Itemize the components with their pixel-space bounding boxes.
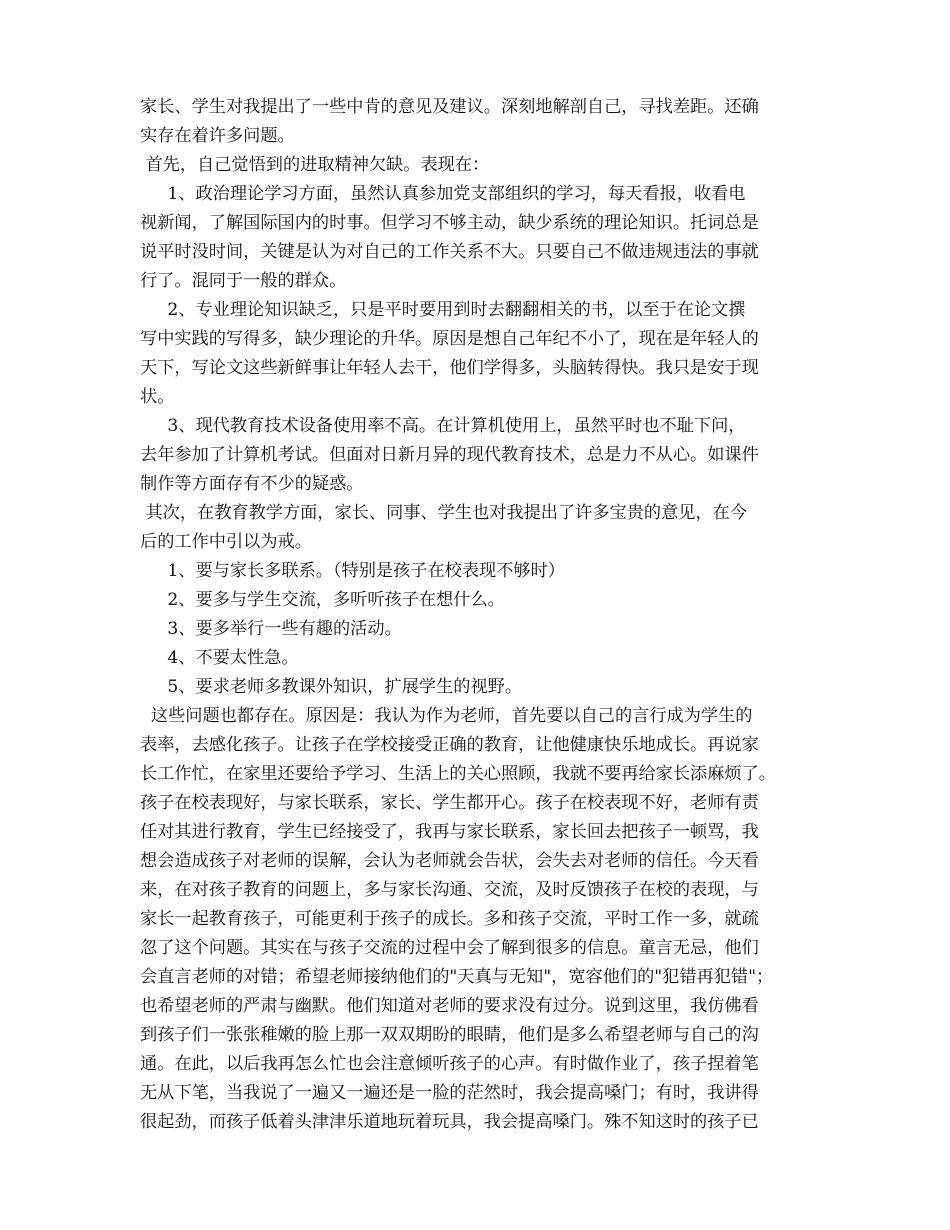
text-line: 忽了这个问题。其实在与孩子交流的过程中会了解到很多的信息。童言无忌，他们	[140, 938, 759, 958]
text-line: 说平时没时间，关键是认为对自己的工作关系不大。只要自己不做违规违法的事就	[140, 242, 759, 262]
text-line: 天下，写论文这些新鲜事让年轻人去干，他们学得多，头脑转得快。我只是安于现	[140, 358, 759, 378]
text-line: 3、现代教育技术设备使用率不高。在计算机使用上，虽然平时也不耻下问，	[140, 416, 746, 436]
text-line: 首先，自己觉悟到的进取精神欠缺。表现在：	[140, 155, 490, 175]
text-line: 1、政治理论学习方面，虽然认真参加党支部组织的学习，每天看报，收看电	[140, 184, 746, 204]
text-line: 制作等方面存有不少的疑惑。	[140, 474, 364, 494]
text-line: 状。	[140, 387, 175, 407]
text-line: 到孩子们一张张稚嫩的脸上那一双双期盼的眼睛，他们是多么希望老师与自己的沟	[140, 1025, 759, 1045]
text-line: 5、要求老师多教课外知识，扩展学生的视野。	[140, 677, 523, 697]
text-line: 很起劲，而孩子低着头津津乐道地玩着玩具，我会提高嗓门。殊不知这时的孩子已	[140, 1112, 759, 1132]
text-line: 2、要多与学生交流，多听听孩子在想什么。	[140, 590, 505, 610]
document-body	[140, 93, 830, 1137]
text-line: 来，在对孩子教育的问题上，多与家长沟通、交流，及时反馈孩子在校的表现，与	[140, 880, 759, 900]
text-line: 想会造成孩子对老师的误解，会认为老师就会告状，会失去对老师的信任。今天看	[140, 851, 759, 871]
text-line: 后的工作中引以为戒。	[140, 532, 312, 552]
text-line: 4、不要太性急。	[140, 648, 299, 668]
text-line: 表率，去感化孩子。让孩子在学校接受正确的教育，让他健康快乐地成长。再说家	[140, 735, 759, 755]
text-line: 行了。混同于一般的群众。	[140, 271, 347, 291]
text-line: 无从下笔，当我说了一遍又一遍还是一脸的茫然时，我会提高嗓门；有时，我讲得	[140, 1083, 759, 1103]
text-line: 其次，在教育教学方面，家长、同事、学生也对我提出了许多宝贵的意见，在今	[140, 503, 748, 523]
text-line: 写中实践的写得多，缺少理论的升华。原因是想自己年纪不小了，现在是年轻人的	[140, 329, 759, 349]
text-line: 去年参加了计算机考试。但面对日新月异的现代教育技术，总是力不从心。如课件	[140, 445, 759, 465]
text-line: 这些问题也都存在。原因是：我认为作为老师，首先要以自己的言行成为学生的	[140, 706, 753, 726]
text-line: 会直言老师的对错；希望老师接纳他们的"天真与无知"，宽容他们的"犯错再犯错"；	[140, 967, 774, 987]
text-line: 家长一起教育孩子，可能更利于孩子的成长。多和孩子交流，平时工作一多，就疏	[140, 909, 759, 929]
text-line: 实存在着许多问题。	[140, 126, 295, 146]
text-line: 家长、学生对我提出了一些中肯的意见及建议。深刻地解剖自己，寻找差距。还确	[140, 97, 759, 117]
text-line: 视新闻，了解国际国内的时事。但学习不够主动，缺少系统的理论知识。托词总是	[140, 213, 759, 233]
text-line: 长工作忙，在家里还要给予学习、生活上的关心照顾，我就不要再给家长添麻烦了。	[140, 764, 776, 784]
text-line: 孩子在校表现好，与家长联系，家长、学生都开心。孩子在校表现不好，老师有责	[140, 793, 759, 813]
text-line: 通。在此，以后我再怎么忙也会注意倾听孩子的心声。有时做作业了，孩子捏着笔	[140, 1054, 759, 1074]
text-line: 3、要多举行一些有趣的活动。	[140, 619, 402, 639]
text-line: 任对其进行教育，学生已经接受了，我再与家长联系，家长回去把孩子一顿骂，我	[140, 822, 759, 842]
text-line: 也希望老师的严肃与幽默。他们知道对老师的要求没有过分。说到这里，我仿佛看	[140, 996, 759, 1016]
text-line: 2、专业理论知识缺乏，只是平时要用到时去翻翻相关的书，以至于在论文撰	[140, 300, 746, 320]
text-line: 1、要与家长多联系。（特别是孩子在校表现不够时）	[140, 561, 565, 581]
